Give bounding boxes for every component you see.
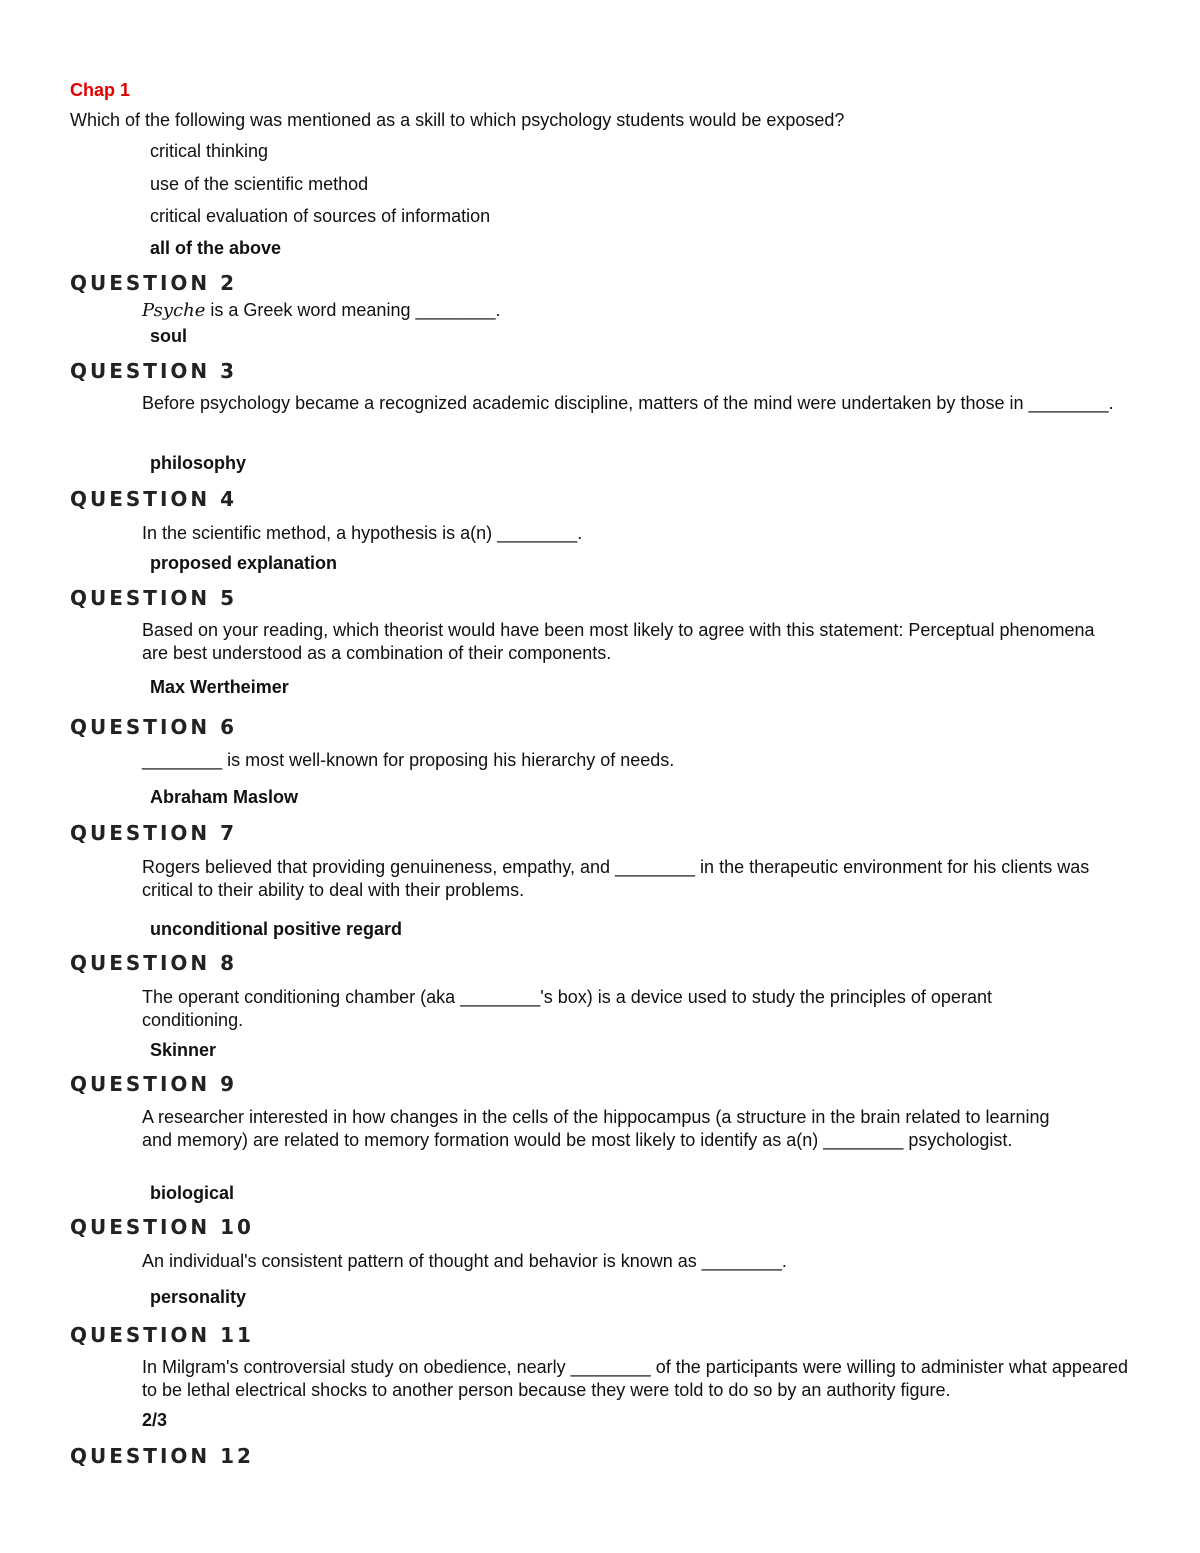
question-2-italic-word: Psyche — [142, 300, 206, 321]
question-11-answer: 2/3 — [142, 1410, 168, 1430]
question-4-answer: proposed explanation — [150, 553, 338, 573]
question-7-text: Rogers believed that providing genuineness, empathy, and ________ in the therapeutic environment for his clients was critical to their ability to deal with their problems. — [142, 857, 1090, 900]
question-2-text — [142, 299, 501, 322]
question-6-text: ________ is most well-known for proposing his hierarchy of needs. — [142, 750, 675, 770]
question-3-heading: QUESTION 3 — [70, 359, 238, 383]
question-10-answer: personality — [150, 1287, 247, 1307]
question-5-text: Based on your reading, which theorist would have been most likely to agree with this statement: Perceptual phenomena are best understood as a combination of their components. — [142, 620, 1095, 663]
question-1-answer: all of the above — [150, 238, 282, 258]
question-5-heading: QUESTION 5 — [70, 586, 238, 610]
question-6-answer: Abraham Maslow — [150, 787, 299, 807]
question-4-text: In the scientific method, a hypothesis is a(n) ________. — [142, 523, 583, 543]
question-8-answer: Skinner — [150, 1040, 217, 1060]
question-5-answer: Max Wertheimer — [150, 677, 289, 697]
question-7-heading: QUESTION 7 — [70, 821, 238, 845]
question-11-heading: QUESTION 11 — [70, 1323, 254, 1347]
question-7-answer: unconditional positive regard — [150, 919, 403, 939]
chapter-title: Chap 1 — [70, 80, 131, 100]
question-9-heading: QUESTION 9 — [70, 1072, 238, 1096]
question-10-heading: QUESTION 10 — [70, 1215, 254, 1239]
question-4-heading: QUESTION 4 — [70, 487, 238, 511]
question-8-text: The operant conditioning chamber (aka ________'s box) is a device used to study the principles of operant conditioning. — [142, 987, 992, 1030]
question-8-heading: QUESTION 8 — [70, 951, 238, 975]
question-1-option-1: critical thinking — [150, 141, 269, 161]
question-9-answer: biological — [150, 1183, 235, 1203]
question-1-option-2: use of the scientific method — [150, 174, 369, 194]
question-3-answer: philosophy — [150, 453, 246, 473]
question-2-heading: QUESTION 2 — [70, 271, 238, 295]
question-3-text: Before psychology became a recognized academic discipline, matters of the mind were undertaken by those in ________. — [142, 393, 1114, 413]
question-2-answer: soul — [150, 326, 188, 346]
question-9-text: A researcher interested in how changes in the cells of the hippocampus (a structure in the brain related to learning and memory) are related to memory formation would be most likely to identify as a(n) ________ psychologist. — [142, 1107, 1050, 1150]
question-6-heading: QUESTION 6 — [70, 715, 238, 739]
question-2-text-rest: is a Greek word meaning ________. — [205, 300, 501, 320]
question-11-text: In Milgram's controversial study on obedience, nearly ________ of the participants were willing to administer what appeared to be lethal electrical shocks to another person because they were told to do so by an authority figure. — [142, 1357, 1128, 1400]
question-10-text: An individual's consistent pattern of thought and behavior is known as ________. — [142, 1251, 787, 1271]
question-1-text: Which of the following was mentioned as a skill to which psychology students would be exposed? — [70, 110, 845, 130]
question-1-option-3: critical evaluation of sources of information — [150, 206, 491, 226]
question-12-heading: QUESTION 12 — [70, 1444, 254, 1468]
